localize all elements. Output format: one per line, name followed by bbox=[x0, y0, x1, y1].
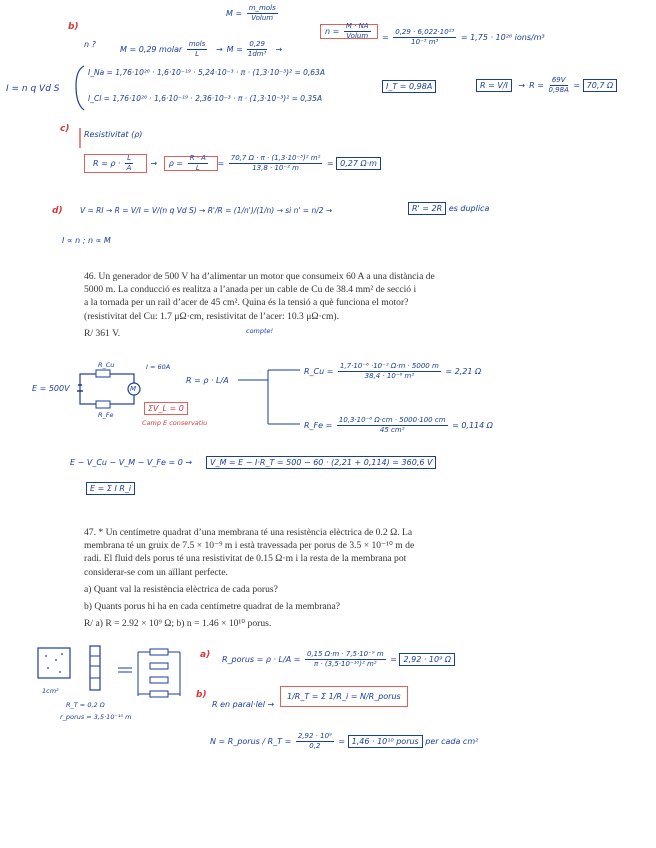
current-formula: I = n q Vd S bbox=[6, 84, 60, 94]
rcu-calculation: R_Cu = $\frac{\text{1,7·10⁻⁶ ·10⁻² Ω·m · 5000 m}}{\text{38,4 · 10⁻⁶ m²}}$ = 2,21 Ω bbox=[304, 362, 482, 380]
camp-note: Camp E conservatiu bbox=[142, 419, 208, 427]
pore-resistance-result: 2,92 · 10⁹ Ω bbox=[399, 653, 454, 666]
resistance-result: 70,7 Ω bbox=[583, 79, 617, 92]
rcu-result: 2,21 Ω bbox=[454, 367, 482, 376]
circuit-motor: M bbox=[130, 385, 137, 393]
pore-resistance-calc: R_porus = ρ · L/A = $\frac{\text{0,15 Ω·m · 7,5·10⁻⁹ m}}{\text{π · (3,5·10⁻¹⁰)² m²}}$ = 2,92 · 10⁹ Ω bbox=[222, 650, 455, 669]
parallel-note: R en paral·lel → bbox=[212, 700, 275, 709]
molarity-num: m_mols bbox=[248, 4, 276, 12]
problem-46-text: 46. Un generador de 500 V ha d’alimentar un motor que consumeix 60 A a una distància de 5000 m. La conducció es realitza a l’anada per un cable de Cu de 38.4 mm² de secció i a la tornada per un rail d’acer de 45 cm². Quina és la tensió a què funciona el motor? (resistivitat del Cu: 1.7 μΩ·cm, resistivitat de l’acer: 10.3 μΩ·cm). R/ 361 V. bbox=[84, 271, 435, 339]
part-b-label: b) bbox=[68, 22, 79, 32]
n-question: n ? bbox=[84, 40, 96, 49]
molarity-den: Volum bbox=[251, 14, 274, 22]
molarity-conversion: M = 0,29 molar $\frac{\text{mols}}{L}$ → M = $\frac{0,29}{\text{1dm³}}$ → bbox=[120, 40, 283, 58]
n-result: 1,75 · 10²⁶ ions/m³ bbox=[470, 33, 545, 42]
question-47a: a) Quant val la resistència elèctrica de cada porus? bbox=[84, 583, 278, 595]
pore-count-calc: N = R_porus / R_T = $\frac{\text{2,92 · 10⁹}}{0,2}$ = 1,46 · 10¹⁰ porus per cada cm² bbox=[210, 732, 479, 750]
compte-note: compte! bbox=[246, 327, 274, 335]
motor-voltage: V_M = E − I·R_T = 500 − 60 · (2,21 + 0,114) = 360,6 V bbox=[206, 458, 436, 468]
circuit-rfe: R_Fe bbox=[98, 411, 114, 419]
resistance-calc: R = V/I → R = $\frac{69V}{0,98A}$ = 70,7 Ω bbox=[476, 76, 617, 95]
kirchhoff-law: E − V_Cu − V_M − V_Fe = 0 → bbox=[70, 458, 193, 467]
problem-47-text: 47. * Un centímetre quadrat d’una membrana té una resistència elèctrica de 0.2 Ω. La membrana té un gruix de 7.5 × 10⁻⁹ m i està travessada per porus de 3.5 × 10⁻¹⁰ m de radi. El fluid dels porus té una resistivitat de 0.15 Ω·m i la resta de la membrana pot considerar-se com un aïllant perfecte. a) Quant val la resistència elèctrica de cada porus? b) Quants porus hi ha en cada centímetre quadrat de la membrana? R/ a) R = 2.92 × 10⁹ Ω; b) n = 1.46 × 10¹⁰ porus. bbox=[84, 527, 415, 630]
resistivity-label: Resistivitat (ρ) bbox=[84, 130, 143, 139]
proportionality: I ∝ n ; n ∝ M bbox=[62, 236, 111, 245]
current-na: I_Na = 1,76·10²⁶ · 1,6·10⁻¹⁹ · 5,24·10⁻³ · π · (1,3·10⁻³)² = 0,63A bbox=[88, 68, 325, 77]
circuit-emf: E = 500V bbox=[32, 384, 70, 393]
part-47b-label: b) bbox=[196, 690, 207, 700]
pore-count-note: per cada cm² bbox=[425, 737, 479, 746]
circuit-current: I = 60A bbox=[146, 363, 171, 371]
sketch-total-resistance: R_T = 0,2 Ω bbox=[66, 701, 105, 709]
resistance-general: R = ρ · L/A bbox=[186, 376, 229, 385]
n-formula: n = $\frac{M \cdot NA}{\text{Volum}}$ bbox=[320, 24, 378, 39]
problem-46-answer: R/ 361 V. bbox=[84, 327, 121, 339]
emf-sum: E = Σ I R_i bbox=[86, 484, 135, 494]
part-d-note: es duplica bbox=[448, 204, 490, 213]
pore-count-result: 1,46 · 10¹⁰ porus bbox=[348, 735, 423, 748]
part-d-result: R' = 2R es duplica bbox=[408, 204, 489, 214]
rfe-result: 0,114 Ω bbox=[461, 421, 493, 430]
parallel-formula: 1/R_T = Σ 1/R_i = N/R_porus bbox=[280, 692, 408, 702]
rfe-calculation: R_Fe = $\frac{\text{10,3·10⁻⁶ Ω·cm · 5000·100 cm}}{\text{45 cm²}}$ = 0,114 Ω bbox=[304, 416, 493, 434]
circuit-rcu: R_Cu bbox=[98, 361, 115, 369]
part-c-label: c) bbox=[60, 124, 70, 134]
n-calculation: = $\frac{\text{0,29 · 6,022·10²³}}{\text{10⁻³ m³}}$ = 1,75 · 10²⁶ ions/m³ bbox=[382, 28, 545, 46]
question-47b: b) Quants porus hi ha en cada centímetre quadrat de la membrana? bbox=[84, 601, 340, 613]
resistivity-result: 0,27 Ω·m bbox=[336, 157, 381, 170]
current-total: I_T = 0,98A bbox=[382, 82, 436, 92]
current-cl: I_Cl = 1,76·10²⁶ · 1,6·10⁻¹⁹ · 2,36·10⁻³ · π · (1,3·10⁻³)² = 0,35A bbox=[88, 94, 323, 103]
molarity-definition: M = $\frac{\text{m\_mols}}{\text{Volum}}$ bbox=[226, 4, 276, 22]
part-47a-label: a) bbox=[200, 650, 211, 660]
part-d-derivation: V = RI → R = V/I = V/(n q Vd S) → R'/R = (1/n')/(1/n) → si n' = n/2 → bbox=[80, 206, 333, 215]
resistivity-calc: R = ρ · $\frac{L}{A}$ → ρ = $\frac{R \cdot A}{L}$ = $\frac{\text{70,7 Ω · π · (1,3·10⁻³)² m²}}{\text{13,8 · 10⁻² m}}$ = 0,27 Ω·m bbox=[84, 154, 381, 173]
sum-voltage-box: ΣV_L = 0 bbox=[144, 404, 188, 414]
sketch-pore-radius: r_porus = 3,5·10⁻¹⁰ m bbox=[60, 713, 132, 721]
sketch-area: 1cm² bbox=[42, 687, 59, 695]
problem-47-answer: R/ a) R = 2.92 × 10⁹ Ω; b) n = 1.46 × 10¹⁰ porus. bbox=[84, 618, 272, 630]
part-d-label: d) bbox=[52, 206, 63, 216]
